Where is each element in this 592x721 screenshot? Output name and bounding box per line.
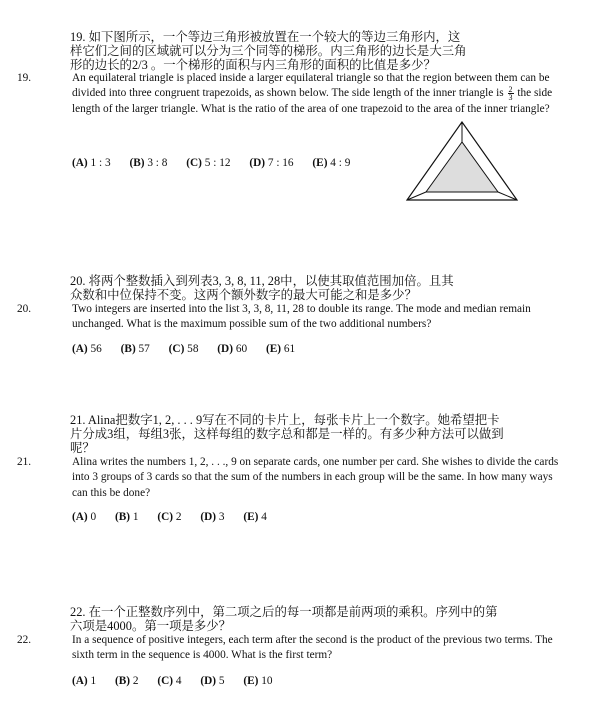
problem-21-choices [72, 510, 283, 524]
choice-d[interactable]: (D) 60 [217, 343, 248, 355]
zh-line: 六项是4000。第一项是多少？ [70, 619, 232, 633]
problem-22-english: In a sequence of positive integers, each term after the second is the product of the previous two terms. The sixth term in the sequence is 4000. What is the first term? [72, 634, 553, 662]
fraction-two-thirds [508, 86, 514, 101]
choice-d[interactable]: (D) 7 : 16 [249, 157, 294, 169]
choice-a[interactable]: (A) 1 [72, 675, 97, 687]
zh-line: 22. 在一个正整数序列中，第二项之后的每一项都是前两项的乘积。序列中的第 [70, 605, 498, 619]
problem-19-number: 19. [17, 72, 32, 84]
choice-e[interactable]: (E) 4 : 9 [312, 157, 351, 169]
problem-22-choices [72, 674, 289, 688]
zh-line: 片分成3组，每组3张，这样每组的数字总和都是一样的。有多少种方法可以做到 [70, 427, 504, 441]
problem-19-choices [72, 156, 366, 170]
zh-line: 众数和中位保持不变。这两个额外数字的最大可能之和是多少？ [70, 288, 417, 302]
problem-19-chinese [70, 30, 510, 72]
problem-21-chinese [70, 413, 510, 455]
zh-line: 19. 如下图所示，一个等边三角形被放置在一个较大的等边三角形内，这 [70, 30, 461, 44]
problem-20-choices [72, 342, 311, 356]
choice-b[interactable]: (B) 2 [115, 675, 139, 687]
problem-22-number: 22. [17, 634, 32, 646]
choice-a[interactable]: (A) 0 [72, 511, 97, 523]
choice-c[interactable]: (C) 4 [157, 675, 182, 687]
zh-line: 呢？ [70, 441, 95, 455]
choice-e[interactable]: (E) 61 [265, 343, 296, 355]
problem-20-chinese [70, 274, 510, 302]
choice-b[interactable]: (B) 57 [120, 343, 150, 355]
choice-d[interactable]: (D) 3 [200, 511, 225, 523]
choice-c[interactable]: (C) 2 [157, 511, 182, 523]
fraction-numerator: 2 [508, 85, 513, 95]
fraction-denominator: 3 [508, 93, 513, 103]
problem-21-english: Alina writes the numbers 1, 2, . . ., 9 on separate cards, one number per card. She wishes to divide the cards into 3 groups of 3 cards so that the sum of the numbers in each group will be the same. In how many ways can this be done? [72, 456, 559, 499]
nested-triangles-figure [404, 118, 520, 204]
choice-e[interactable]: (E) 10 [243, 675, 273, 687]
zh-line: 21. Alina把数字1, 2, . . . 9写在不同的卡片上，每张卡片上一个数字。她希望把卡 [70, 413, 500, 427]
problem-20-number: 20. [17, 303, 32, 315]
choice-c[interactable]: (C) 5 : 12 [186, 157, 231, 169]
problem-20-english: Two integers are inserted into the list 3, 3, 8, 11, 28 to double its range. The mode and median remain unchanged. What is the maximum possible sum of the two additional numbers? [72, 303, 531, 331]
problem-21-number: 21. [17, 456, 32, 468]
zh-line: 形的边长的2/3 。一个梯形的面积与内三角形的面积的比值是多少？ [70, 58, 436, 72]
choice-a[interactable]: (A) 56 [72, 343, 102, 355]
zh-line: 样它们之间的区域就可以分为三个同等的梯形。内三角形的边长是大三角 [70, 44, 467, 58]
choice-b[interactable]: (B) 1 [115, 511, 139, 523]
choice-e[interactable]: (E) 4 [243, 511, 267, 523]
problem-19-text-b: the side length of the larger triangle. What is the ratio of the area of one trapezoid to the area of the inner triangle? [72, 87, 553, 115]
choice-b[interactable]: (B) 3 : 8 [129, 157, 168, 169]
zh-line: 20. 将两个整数插入到列表3, 3, 8, 11, 28中，以使其取值范围加倍。且其 [70, 274, 454, 288]
problem-19-text-a: An equilateral triangle is placed inside a larger equilateral triangle so that the region between them can be divided into three congruent trapezoids, as shown below. The side length of the inner triangle is [72, 72, 550, 100]
problem-22-chinese [70, 605, 510, 633]
choice-d[interactable]: (D) 5 [200, 675, 225, 687]
choice-c[interactable]: (C) 58 [168, 343, 199, 355]
problem-19-english [72, 71, 564, 117]
choice-a[interactable]: (A) 1 : 3 [72, 157, 111, 169]
